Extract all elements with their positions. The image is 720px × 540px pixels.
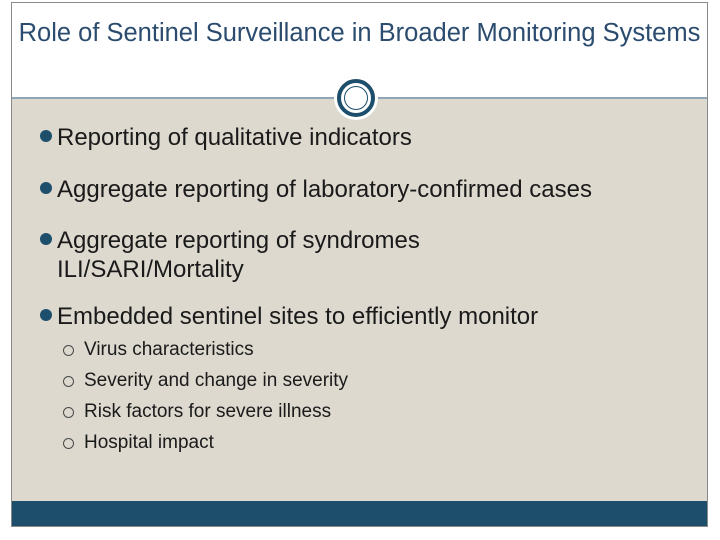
bullet-item <box>40 175 592 204</box>
ring-icon <box>337 79 375 117</box>
sub-bullet-text: Virus characteristics <box>84 339 254 360</box>
hollow-circle-bullet-icon <box>63 376 74 387</box>
bullet-text: Aggregate reporting of laboratory-confirmed cases <box>57 176 592 203</box>
bullet-item <box>40 226 420 284</box>
bullet-text: Reporting of qualitative indicators <box>57 124 412 151</box>
sub-bullet-text: Severity and change in severity <box>84 370 349 391</box>
hollow-circle-bullet-icon <box>63 438 74 449</box>
sub-bullet-item <box>62 400 331 424</box>
footer-bar <box>12 501 707 526</box>
bullet-text: Embedded sentinel sites to efficiently monitor <box>57 303 539 330</box>
bullet-item <box>40 123 412 152</box>
bullet-icon <box>40 309 52 321</box>
bullet-icon <box>40 182 52 194</box>
bullet-icon <box>40 130 52 142</box>
sub-bullet-item <box>62 338 254 362</box>
bullet-text: Aggregate reporting of syndromes <box>57 227 420 254</box>
slide-title: Role of Sentinel Surveillance in Broader Monitoring Systems <box>18 19 701 47</box>
bullet-item <box>40 302 538 331</box>
bullet-icon <box>40 233 52 245</box>
bullet-continuation: ILI/SARI/Mortality <box>57 256 244 283</box>
ring-inner <box>344 86 368 110</box>
hollow-circle-bullet-icon <box>63 345 74 356</box>
sub-bullet-item <box>62 431 214 455</box>
sub-bullet-text: Risk factors for severe illness <box>84 401 332 422</box>
content-area <box>12 99 707 501</box>
sub-bullet-text: Hospital impact <box>84 432 214 453</box>
sub-bullet-item <box>62 369 348 393</box>
hollow-circle-bullet-icon <box>63 407 74 418</box>
